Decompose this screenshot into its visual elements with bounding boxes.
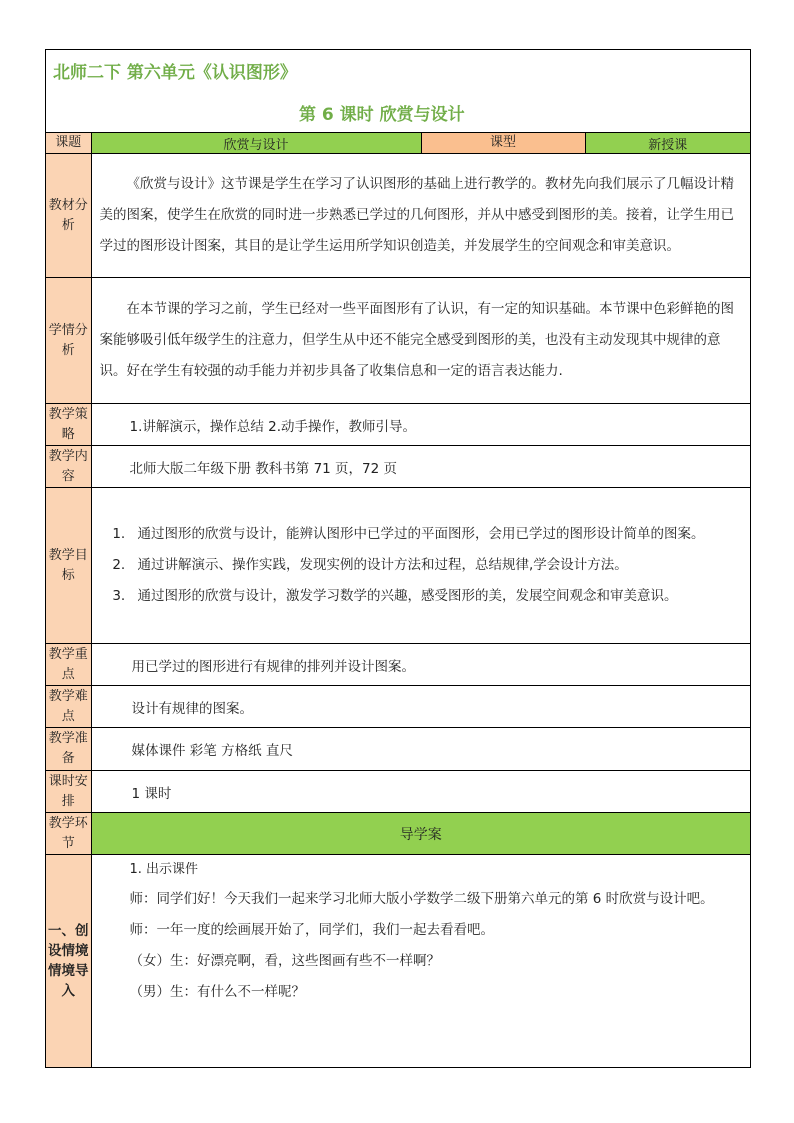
topic-row xyxy=(46,133,750,154)
intro-label-text: 一、创设情境 情境导入 xyxy=(48,922,89,999)
preparation-text: 媒体课件 彩笔 方格纸 直尺 xyxy=(91,728,750,771)
strategy-row xyxy=(46,404,750,446)
intro-row xyxy=(46,855,750,1067)
content-text: 北师大版二年级下册 教科书第 71 页，72 页 xyxy=(91,446,750,488)
material-analysis-text: 《欣赏与设计》这节课是学生在学习了认识图形的基础上进行教学的。教材先向我们展示了几幅设计精美的图案，使学生在欣赏的同时进一步熟悉已学过的几何图形，并从中感受到图形的美。接着，让学生用已学过的图形设计图案，其目的是让学生运用所学知识创造美，并发展学生的空间观念和审美意识。 xyxy=(91,154,750,278)
stage-text: 导学案 xyxy=(91,813,750,855)
student-analysis-row xyxy=(46,278,750,404)
goal-item: 2. 通过讲解演示、操作实践，发现实例的设计方法和过程，总结规律,学会设计方法。 xyxy=(130,550,751,581)
key-point-text: 用已学过的图形进行有规律的排列并设计图案。 xyxy=(91,644,750,686)
goals-cell xyxy=(91,488,750,644)
difficulty-label: 教学难点 xyxy=(46,686,91,728)
intro-line: 1. 出示课件 xyxy=(129,862,199,877)
content-row xyxy=(46,446,750,488)
goals-label: 教学目标 xyxy=(46,488,91,644)
lesson-title: 第 6 课时 欣赏与设计 xyxy=(299,105,465,125)
intro-line: （男）生：有什么不一样呢？ xyxy=(129,984,305,1000)
content-label: 教学内容 xyxy=(46,446,91,488)
stage-row xyxy=(46,813,750,855)
hours-text: 1 课时 xyxy=(91,771,750,813)
hours-label: 课时安排 xyxy=(46,771,91,813)
lesson-plan-table xyxy=(46,133,750,1067)
difficulty-text: 设计有规律的图案。 xyxy=(91,686,750,728)
goal-item: 3. 通过图形的欣赏与设计，激发学习数学的兴趣，感受图形的美，发展空间观念和审美意识。 xyxy=(130,581,751,612)
document-header xyxy=(46,50,750,133)
hours-row xyxy=(46,771,750,813)
key-point-row xyxy=(46,644,750,686)
goal-item: 1. 通过图形的欣赏与设计，能辨认图形中已学过的平面图形，会用已学过的图形设计简单的图案。 xyxy=(130,519,751,550)
topic-label: 课题 xyxy=(46,133,91,154)
intro-line: 师：同学们好！今天我们一起来学习北师大版小学数学二级下册第六单元的第 6 时欣赏与设计吧。 xyxy=(129,891,714,907)
material-analysis-row xyxy=(46,154,750,278)
topic-value: 欣赏与设计 xyxy=(91,133,421,154)
preparation-row xyxy=(46,728,750,771)
lesson-plan-sheet xyxy=(45,49,751,1068)
student-analysis-text: 在本节课的学习之前，学生已经对一些平面图形有了认识，有一定的知识基础。本节课中色彩鲜艳的图案能够吸引低年级学生的注意力，但学生从中还不能完全感受到图形的美，也没有主动发现其中规律的意识。好在学生有较强的动手能力并初步具备了收集信息和一定的语言表达能力. xyxy=(91,278,750,404)
material-analysis-label xyxy=(46,154,91,278)
strategy-label: 教学策略 xyxy=(46,404,91,446)
strategy-text: 1.讲解演示，操作总结 2.动手操作，教师引导。 xyxy=(91,404,750,446)
goals-list xyxy=(92,519,751,612)
intro-line: （女）生：好漂亮啊，看，这些图画有些不一样啊？ xyxy=(129,953,440,969)
intro-line: 师：一年一度的绘画展开始了，同学们，我们一起去看看吧。 xyxy=(129,922,494,938)
student-analysis-label: 学情分析 xyxy=(46,278,91,404)
difficulty-row xyxy=(46,686,750,728)
goals-row xyxy=(46,488,750,644)
unit-title: 北师二下 第六单元《认识图形》 xyxy=(53,63,297,83)
lesson-type-label: 课型 xyxy=(421,133,585,154)
material-analysis-label-text: 教材分析 xyxy=(48,197,88,233)
stage-label: 教学环节 xyxy=(46,813,91,855)
intro-label xyxy=(46,855,91,1067)
preparation-label: 教学准备 xyxy=(46,728,91,771)
key-point-label: 教学重点 xyxy=(46,644,91,686)
lesson-type-value: 新授课 xyxy=(585,133,750,154)
intro-content xyxy=(91,855,750,1067)
